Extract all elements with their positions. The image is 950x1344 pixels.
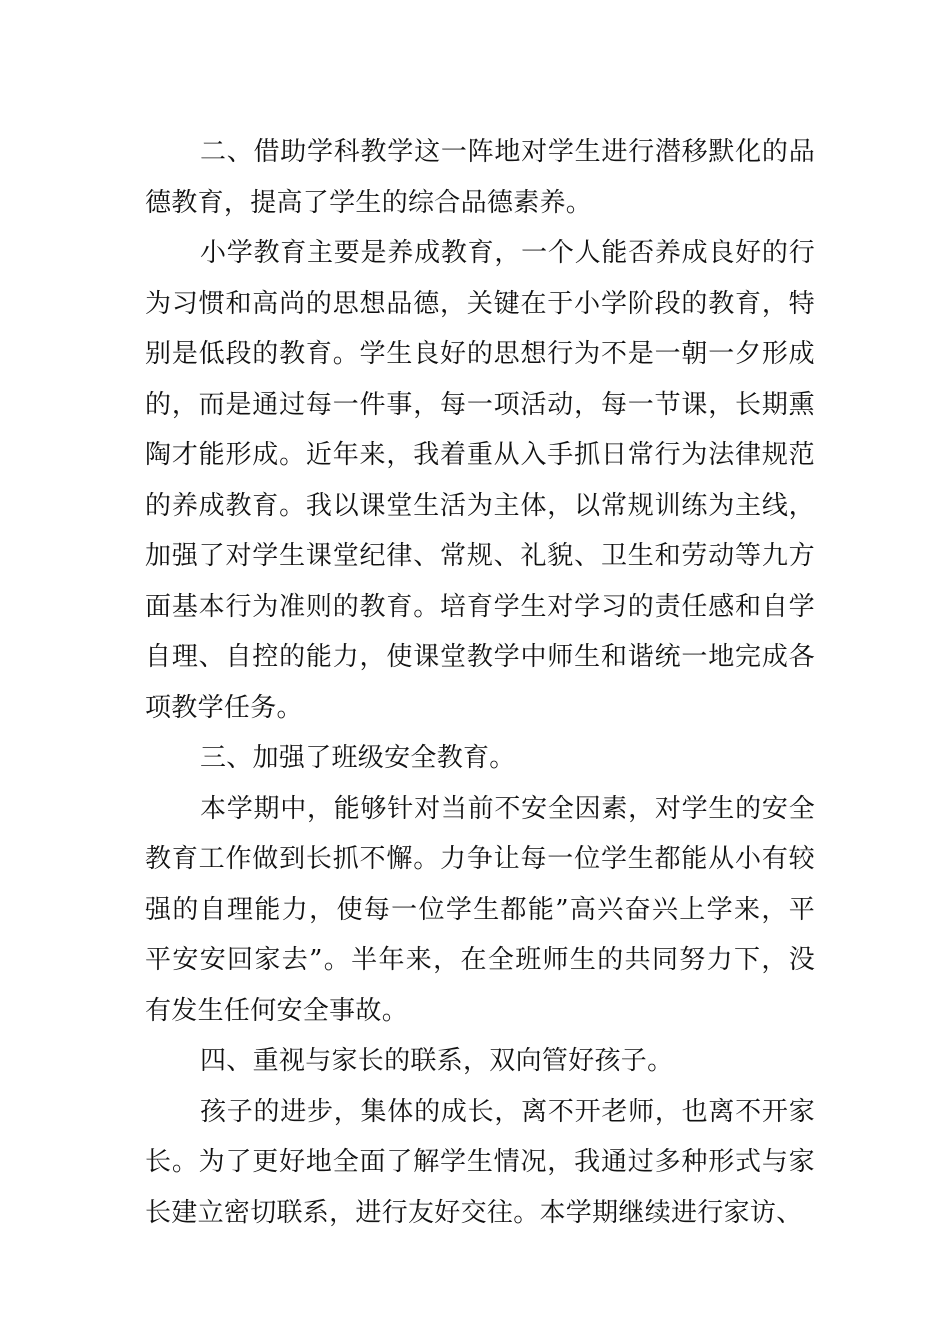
paragraph-habit-education: 小学教育主要是养成教育，一个人能否养成良好的行为习惯和高尚的思想品德，关键在于小学阶段的教育，特别是低段的教育。学生良好的思想行为不是一朝一夕形成的，而是通过每一件事，每一项活动，每一节课，长期熏陶才能形成。近年来，我着重从入手抓日常行为法律规范的养成教育。我以课堂生活为主体，以常规训练为主线，加强了对学生课堂纪律、常规、礼貌、卫生和劳动等九方面基本行为准则的教育。培育学生对学习的责任感和自学自理、自控的能力，使课堂教学中师生和谐统一地完成各项教学任务。 bbox=[145, 238, 815, 723]
heading-three: 三、加强了班级安全教育。 bbox=[200, 743, 516, 773]
document-body bbox=[145, 127, 815, 1238]
paragraph-safety-education: 本学期中，能够针对当前不安全因素，对学生的安全教育工作做到长抓不懈。力争让每一位学生都能从小有较强的自理能力，使每一位学生都能”高兴奋兴上学来，平平安安回家去”。半年来，在全班师生的共同努力下，没有发生任何安全事故。 bbox=[145, 793, 815, 1026]
paragraph-parent-contact: 孩子的进步，集体的成长，离不开老师，也离不开家长。为了更好地全面了解学生情况，我通过多种形式与家长建立密切联系，进行友好交往。本学期继续进行家访、 bbox=[145, 1096, 815, 1228]
heading-four: 四、重视与家长的联系，双向管好孩子。 bbox=[200, 1046, 674, 1076]
heading-two: 二、借助学科教学这一阵地对学生进行潜移默化的品德教育，提高了学生的综合品德素养。 bbox=[145, 137, 815, 218]
